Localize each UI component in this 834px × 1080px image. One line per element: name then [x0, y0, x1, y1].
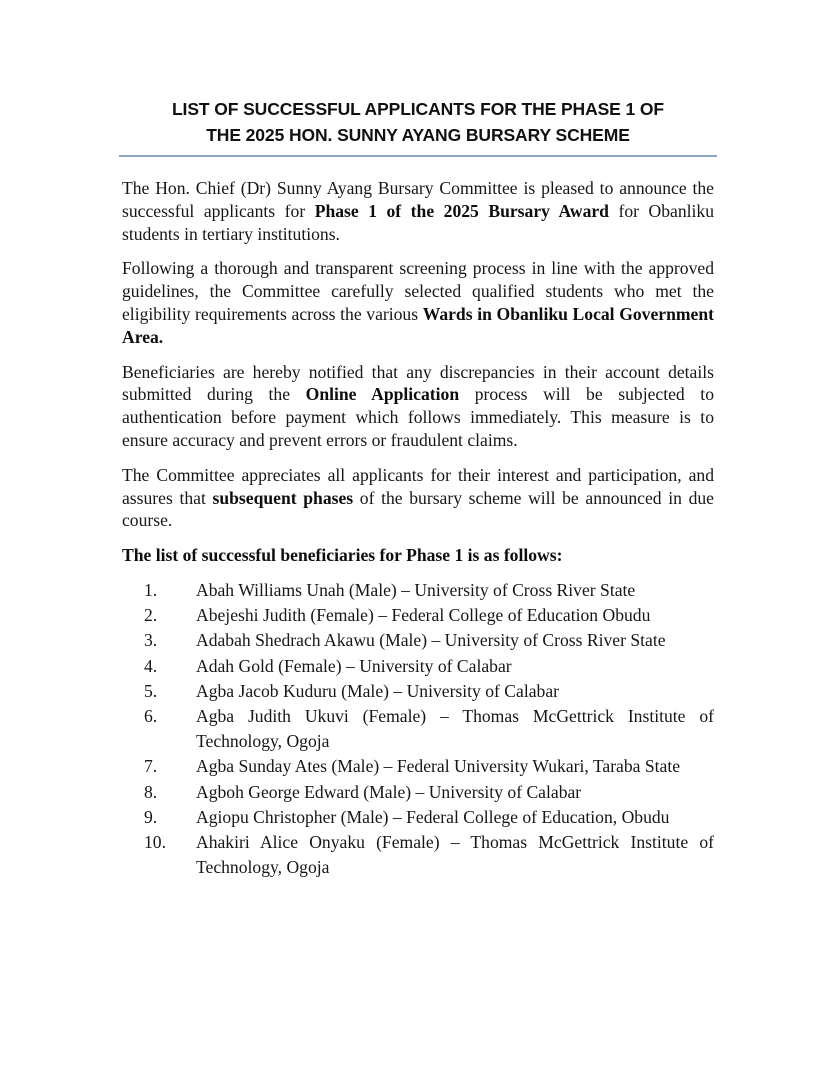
list-item-text: Ahakiri Alice Onyaku (Female) – Thomas McGettrick Institute of Technology, Ogoja [196, 831, 714, 878]
list-item [122, 679, 714, 704]
paragraph-text: The Hon. Chief (Dr) Sunny Ayang Bursary Committee is pleased to announce the successful applicants for [122, 178, 714, 221]
title-line-1: LIST OF SUCCESSFUL APPLICANTS FOR THE PHASE 1 OF [171, 99, 665, 119]
beneficiaries-list-heading: The list of successful beneficiaries for Phase 1 is as follows: [122, 545, 563, 566]
paragraph-text: of the bursary scheme will be announced in due course. [122, 487, 714, 531]
list-item-text: Agboh George Edward (Male) – University of Calabar [196, 781, 582, 802]
list-item [122, 704, 714, 754]
list-item-number: 10. [144, 831, 166, 852]
list-item [122, 830, 714, 880]
list-item-number: 6. [144, 705, 158, 726]
paragraph-bold-text: Online Application [305, 384, 460, 405]
list-item-text: Adah Gold (Female) – University of Calabar [196, 655, 512, 676]
list-item-text: Adabah Shedrach Akawu (Male) – University of Cross River State [196, 630, 666, 651]
list-item [122, 628, 714, 653]
title-line-2: THE 2025 HON. SUNNY AYANG BURSARY SCHEME [206, 125, 630, 145]
list-item-number: 1. [144, 579, 158, 600]
beneficiaries-list [122, 578, 714, 880]
list-item [122, 603, 714, 628]
paragraph-text: The Committee appreciates all applicants for their interest and participation, and assures that [122, 464, 714, 508]
paragraph-text: Following a thorough and transparent screening process in line with the approved guidelines, the Committee carefully selected qualified students who met the eligibility requirements across the various [122, 258, 714, 324]
list-item-number: 8. [144, 781, 158, 802]
list-item-text: Abejeshi Judith (Female) – Federal College of Education Obudu [196, 605, 651, 626]
paragraph-text: Beneficiaries are hereby notified that any discrepancies in their account details submitted during the [122, 361, 714, 405]
list-item-text: Agba Judith Ukuvi (Female) – Thomas McGettrick Institute of Technology, Ogoja [196, 705, 714, 752]
list-item [122, 805, 714, 830]
list-item [122, 578, 714, 603]
list-item-text: Agba Sunday Ates (Male) – Federal University Wukari, Taraba State [196, 756, 681, 777]
paragraph-discrepancies-notice [122, 361, 714, 452]
title-divider [119, 155, 717, 157]
list-item [122, 780, 714, 805]
list-item-number: 9. [144, 806, 158, 827]
list-item-number: 3. [144, 630, 158, 651]
paragraph-bold-text: Phase 1 of the 2025 Bursary Award [314, 200, 609, 221]
list-item-number: 4. [144, 655, 158, 676]
paragraph-text: for Obanliku students in tertiary institutions. [122, 200, 714, 244]
list-item-number: 5. [144, 680, 158, 701]
document-page [122, 96, 714, 880]
list-item [122, 754, 714, 779]
list-item [122, 654, 714, 679]
paragraph-bold-text: subsequent phases [212, 487, 354, 508]
list-item-number: 7. [144, 756, 158, 777]
list-item-text: Agba Jacob Kuduru (Male) – University of Calabar [196, 680, 560, 701]
paragraph-screening [122, 257, 714, 348]
list-item-text: Agiopu Christopher (Male) – Federal College of Education, Obudu [196, 806, 670, 827]
paragraph-appreciation [122, 464, 714, 532]
list-item-text: Abah Williams Unah (Male) – University of Cross River State [196, 579, 636, 600]
paragraph-bold-text: Wards in Obanliku Local Government Area. [122, 303, 714, 347]
paragraph-announcement [122, 177, 714, 245]
document-body [122, 177, 714, 880]
list-item-number: 2. [144, 605, 158, 626]
paragraph-text: process will be subjected to authentication before payment which follows immediately. This measure is to ensure accuracy and prevent errors or fraudulent claims. [122, 384, 714, 450]
document-title [122, 96, 714, 148]
